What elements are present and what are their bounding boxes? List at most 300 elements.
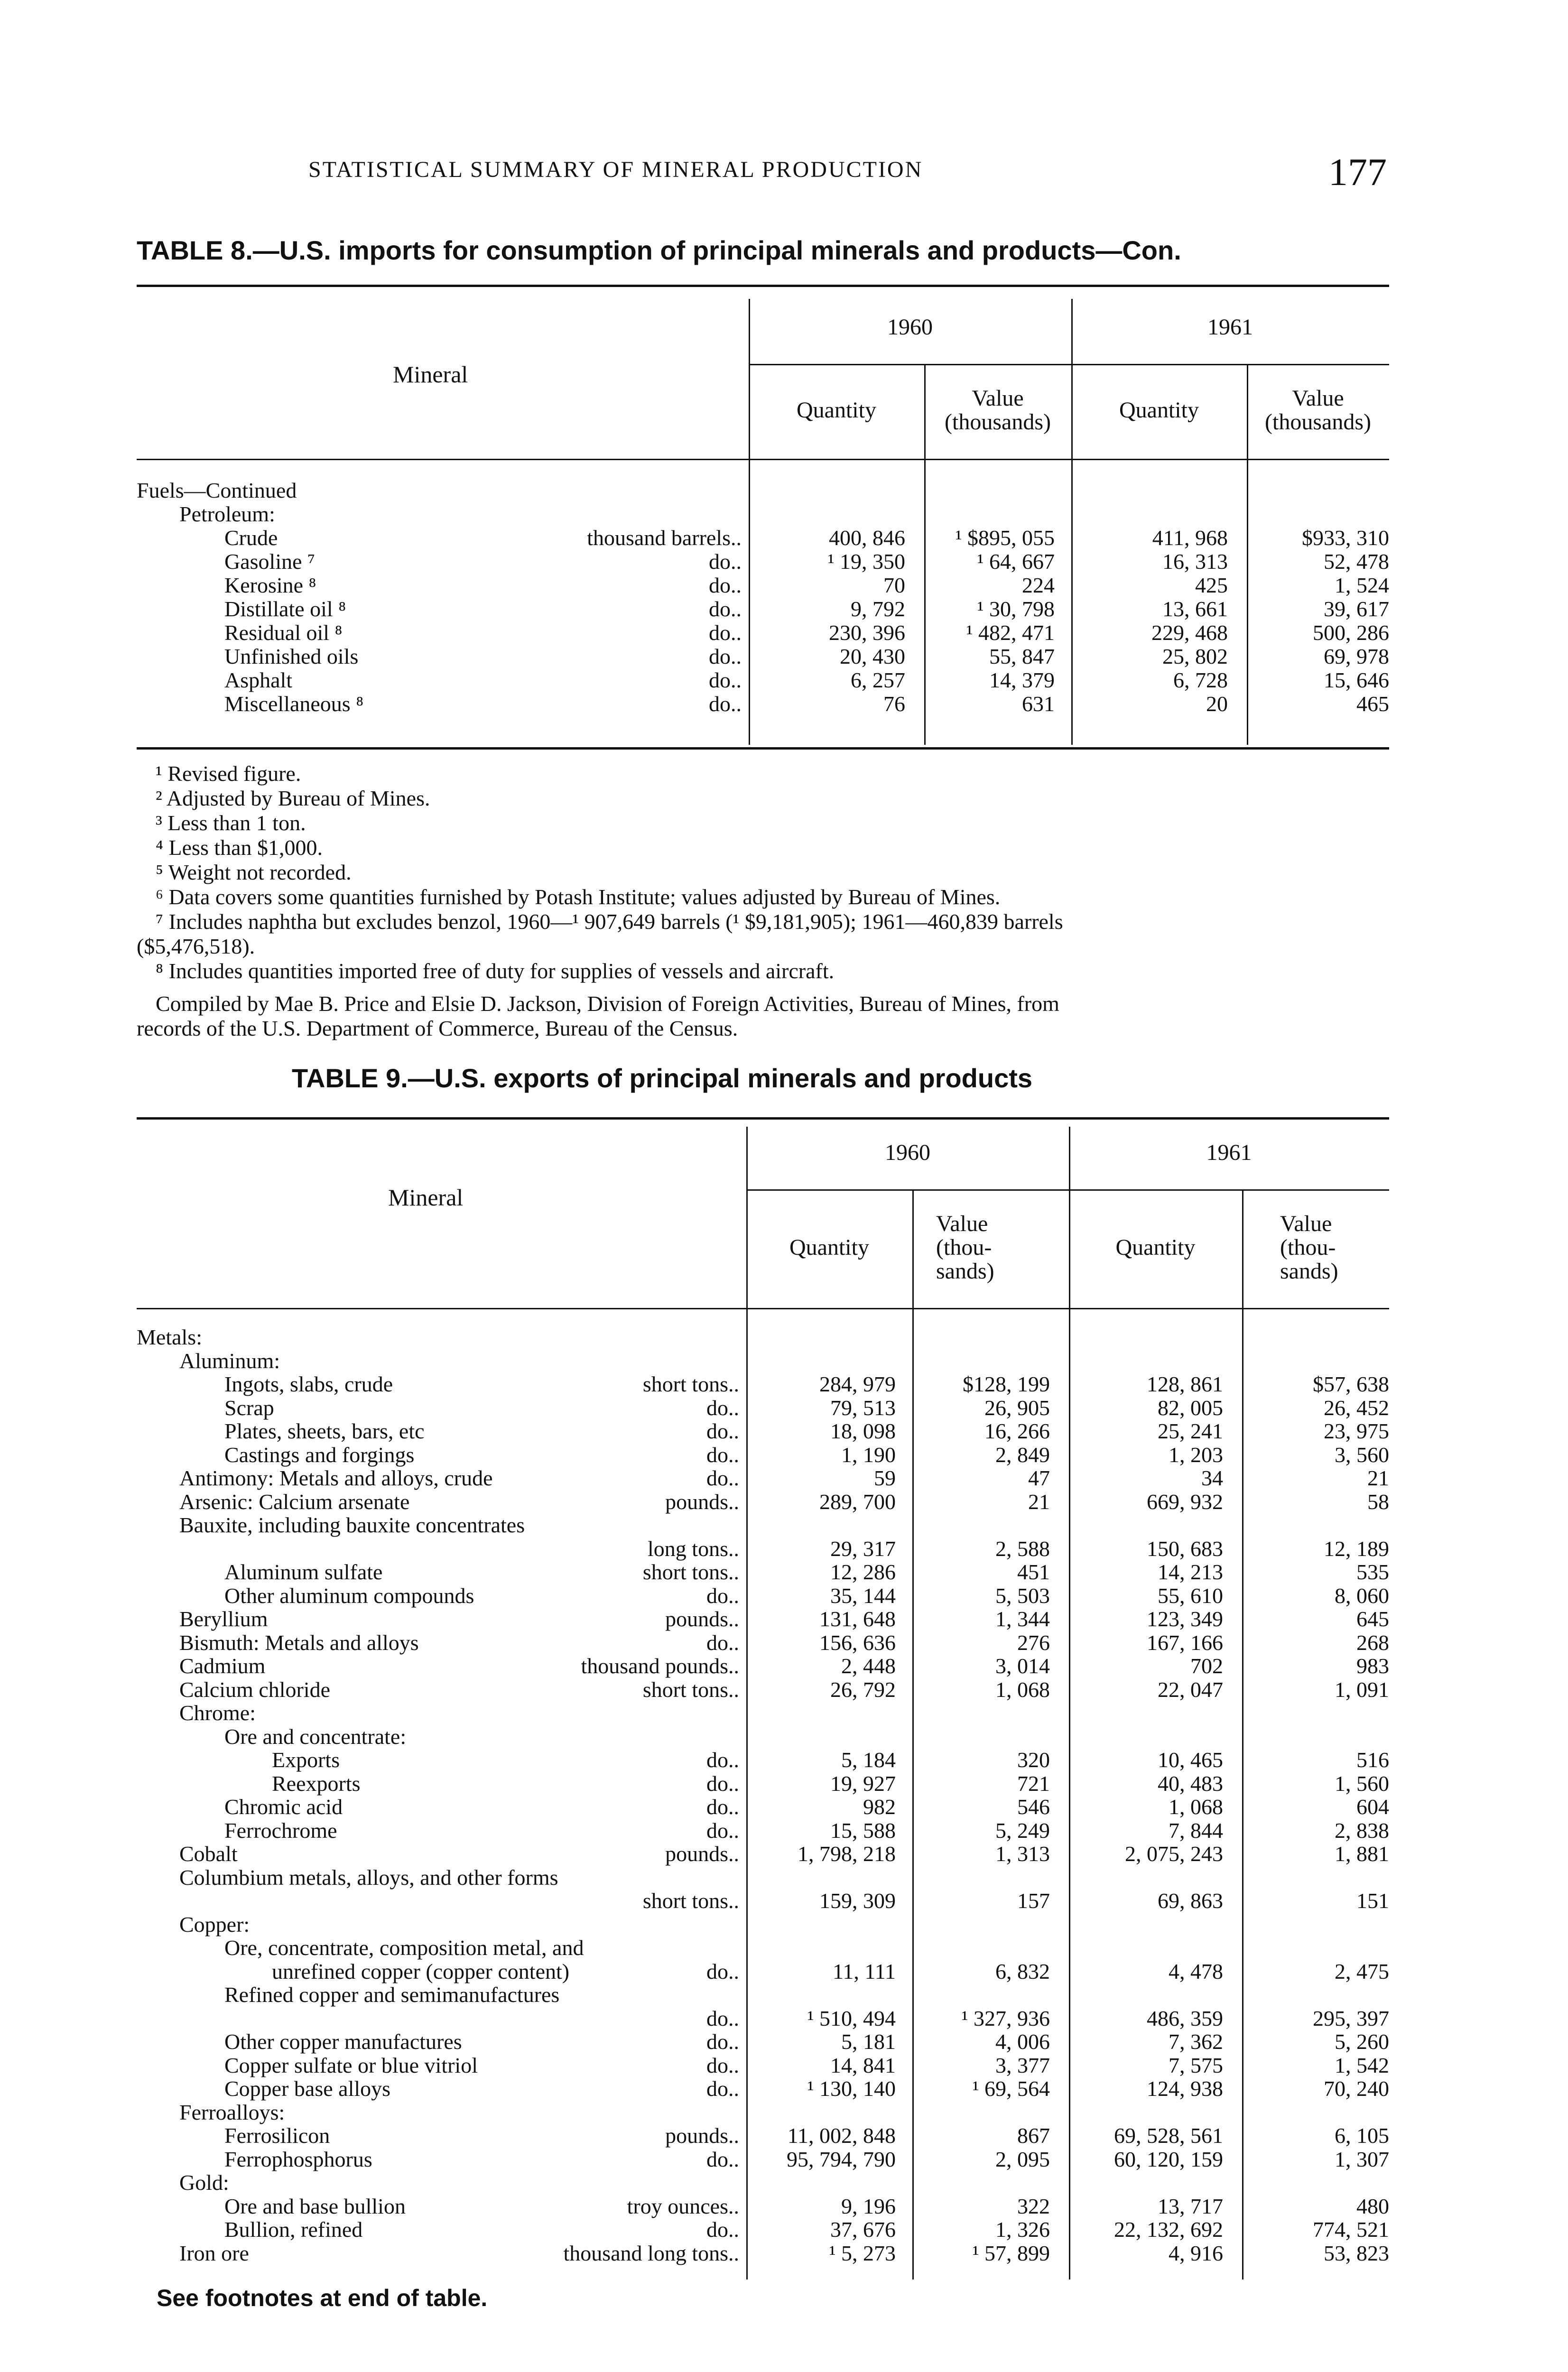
- footnote: ⁸ Includes quantities imported free of duty for supplies of vessels and aircraft.: [156, 959, 835, 983]
- compiled-note: [137, 991, 1059, 1041]
- value-1960: 546: [1017, 1795, 1050, 1819]
- value-1961: 2, 838: [1335, 1818, 1389, 1843]
- qty-1961: 1, 203: [1169, 1442, 1223, 1467]
- row-unit: do..: [706, 1583, 739, 1608]
- value-1960: ¹ 57, 899: [972, 2241, 1050, 2265]
- table-row: [137, 645, 1389, 668]
- value-1961: 6, 105: [1335, 2123, 1389, 2148]
- qty-1960: 5, 184: [841, 1748, 896, 1772]
- row-label: Other copper manufactures: [224, 2029, 462, 2054]
- footnote: ¹ Revised figure.: [156, 761, 301, 786]
- qty-1961: 10, 465: [1158, 1748, 1223, 1772]
- qty-1960: 37, 676: [830, 2217, 896, 2242]
- row-label: Beryllium: [179, 1607, 268, 1631]
- row-label: Ore, concentrate, composition metal, and: [224, 1936, 584, 1960]
- qty-1960: 1, 190: [841, 1442, 896, 1467]
- value-1960: 276: [1017, 1630, 1050, 1655]
- value-1960: 4, 006: [995, 2029, 1050, 2054]
- value-1961: $933, 310: [1302, 526, 1389, 550]
- qty-1961: 425: [1195, 573, 1228, 597]
- value-1961: 1, 881: [1335, 1842, 1389, 1866]
- row-label: Antimony: Metals and alloys, crude: [179, 1466, 493, 1490]
- row-label: Gasoline ⁷: [224, 549, 315, 574]
- table8-year-rule: [749, 364, 1389, 365]
- qty-1961: 7, 362: [1169, 2029, 1223, 2054]
- table9-header-rule: [137, 1308, 1389, 1309]
- running-header: [0, 150, 1568, 193]
- row-label: Calcium chloride: [179, 1677, 331, 1702]
- value-1960: 631: [1022, 692, 1055, 716]
- table8-qty-header: Quantity: [1119, 398, 1199, 423]
- table-row: [137, 1796, 1389, 1818]
- qty-1960: 79, 513: [830, 1395, 896, 1420]
- row-label: Distillate oil ⁸: [224, 597, 346, 621]
- row-unit: do..: [706, 2217, 739, 2242]
- row-unit: pounds..: [665, 1842, 739, 1866]
- table-row: [137, 2124, 1389, 2147]
- value-1961: 2, 475: [1335, 1959, 1389, 1983]
- running-title: STATISTICAL SUMMARY OF MINERAL PRODUCTION: [308, 157, 923, 182]
- qty-1961: 25, 241: [1158, 1419, 1223, 1443]
- value-1961: 23, 975: [1324, 1419, 1389, 1443]
- table-row: [137, 598, 1389, 621]
- row-unit: troy ounces..: [627, 2194, 739, 2218]
- value-1961: 5, 260: [1335, 2029, 1389, 2054]
- value-1961: 645: [1356, 1607, 1389, 1631]
- row-label: Ingots, slabs, crude: [224, 1372, 393, 1396]
- compiled-line-1: Compiled by Mae B. Price and Elsie D. Jackson, Division of Foreign Activities, Bureau of Mines, from: [156, 991, 1059, 1016]
- qty-1961: 20: [1206, 692, 1228, 716]
- qty-1961: 14, 213: [1158, 1560, 1223, 1584]
- qty-1960: 2, 448: [841, 1654, 896, 1678]
- qty-1961: 128, 861: [1147, 1372, 1223, 1396]
- table9-title: TABLE 9.—U.S. exports of principal minerals and products: [292, 1063, 1032, 1093]
- table-row: [137, 1373, 1389, 1396]
- row-label: Plates, sheets, bars, etc: [224, 1419, 425, 1443]
- table-row: [137, 503, 1389, 526]
- value-1961: 70, 240: [1324, 2076, 1389, 2101]
- value-1960: ¹ $895, 055: [955, 526, 1055, 550]
- row-label: Refined copper and semimanufactures: [224, 1983, 560, 2007]
- row-label: Bullion, refined: [224, 2217, 363, 2242]
- value-1960: ¹ 64, 667: [977, 549, 1055, 574]
- value-1960: 1, 068: [995, 1677, 1050, 1702]
- row-unit: do..: [706, 1771, 739, 1796]
- row-label: Copper:: [179, 1912, 250, 1937]
- table-row: [137, 1538, 1389, 1560]
- table9-value-header: [912, 1212, 1069, 1283]
- row-unit: do..: [709, 621, 742, 645]
- table-row: [137, 669, 1389, 692]
- row-unit: do..: [706, 2147, 739, 2171]
- qty-1960: 19, 927: [830, 1771, 896, 1796]
- qty-1960: 35, 144: [830, 1583, 896, 1608]
- table8-value-header: [1247, 387, 1389, 434]
- table8-value-header: [924, 387, 1071, 434]
- value-1961: 1, 091: [1335, 1677, 1389, 1702]
- row-unit: do..: [709, 692, 742, 716]
- table-row: [137, 1913, 1389, 1936]
- qty-1960: 230, 396: [829, 621, 905, 645]
- value-1961: 604: [1356, 1795, 1389, 1819]
- qty-1961: 486, 359: [1147, 2006, 1223, 2030]
- table-row: [137, 2242, 1389, 2265]
- value-1961: 480: [1356, 2194, 1389, 2218]
- value-1960: 26, 905: [984, 1395, 1050, 1420]
- table-row: [137, 550, 1389, 573]
- table-row: [137, 2101, 1389, 2124]
- qty-1960: 6, 257: [851, 668, 905, 692]
- value-1960: 721: [1017, 1771, 1050, 1796]
- row-label: Aluminum:: [179, 1348, 280, 1373]
- table-row: [137, 1725, 1389, 1748]
- qty-1960: 400, 846: [829, 526, 905, 550]
- value-1960: 322: [1017, 2194, 1050, 2218]
- row-unit: thousand pounds..: [581, 1654, 739, 1678]
- table9-footer: See footnotes at end of table.: [157, 2285, 488, 2311]
- qty-1961: 55, 610: [1158, 1583, 1223, 1608]
- row-label: Cadmium: [179, 1654, 266, 1678]
- qty-1960: 131, 648: [819, 1607, 896, 1631]
- value-1960: 5, 503: [995, 1583, 1050, 1608]
- table9: [137, 1117, 1389, 2279]
- value-1961: 26, 452: [1324, 1395, 1389, 1420]
- row-label: Other aluminum compounds: [224, 1583, 474, 1608]
- table-row: [137, 2171, 1389, 2194]
- qty-1960: ¹ 130, 140: [807, 2076, 896, 2101]
- value-1960: 47: [1028, 1466, 1050, 1490]
- row-unit: do..: [706, 1748, 739, 1772]
- row-label: Crude: [224, 526, 278, 550]
- row-unit: do..: [709, 597, 742, 621]
- qty-1960: 12, 286: [830, 1560, 896, 1584]
- value-1960: 2, 588: [995, 1536, 1050, 1561]
- row-unit: do..: [706, 1395, 739, 1420]
- row-unit: do..: [706, 1630, 739, 1655]
- row-unit: pounds..: [665, 1607, 739, 1631]
- qty-1961: 7, 844: [1169, 1818, 1223, 1843]
- qty-1961: 4, 916: [1169, 2241, 1223, 2265]
- table-row: [137, 621, 1389, 644]
- row-unit: do..: [706, 1795, 739, 1819]
- value-1960: 2, 849: [995, 1442, 1050, 1467]
- table-row: [137, 1397, 1389, 1419]
- value-1960: ¹ 30, 798: [977, 597, 1055, 621]
- value-header-line: Value: [972, 386, 1024, 411]
- table9-value-header: [1242, 1212, 1389, 1283]
- qty-1960: 9, 792: [851, 597, 905, 621]
- qty-1961: 150, 683: [1147, 1536, 1223, 1561]
- footnote: ⁶ Data covers some quantities furnished by Potash Institute; values adjusted by Bureau of Mines.: [156, 885, 1001, 909]
- value-1961: 1, 524: [1335, 573, 1389, 597]
- row-label: Exports: [272, 1748, 340, 1772]
- qty-1960: 11, 002, 848: [787, 2123, 896, 2148]
- table-row: [137, 1866, 1389, 1889]
- qty-1961: 1, 068: [1169, 1795, 1223, 1819]
- row-label: unrefined copper (copper content): [272, 1959, 570, 1983]
- qty-1961: 124, 938: [1147, 2076, 1223, 2101]
- value-1960: 21: [1028, 1489, 1050, 1514]
- row-label: Copper base alloys: [224, 2076, 391, 2101]
- qty-1961: 702: [1190, 1654, 1223, 1678]
- qty-1961: 2, 075, 243: [1125, 1842, 1223, 1866]
- qty-1960: 982: [863, 1795, 896, 1819]
- value-1961: 268: [1356, 1630, 1389, 1655]
- value-1961: $57, 638: [1313, 1372, 1389, 1396]
- row-unit: thousand long tons..: [563, 2241, 739, 2265]
- value-1961: 774, 521: [1313, 2217, 1389, 2242]
- row-unit: pounds..: [665, 1489, 739, 1514]
- row-unit: do..: [706, 1442, 739, 1467]
- row-unit: do..: [706, 2006, 739, 2030]
- qty-1961: 167, 166: [1147, 1630, 1223, 1655]
- row-label: Metals:: [137, 1325, 202, 1349]
- table9-year-rule: [746, 1189, 1389, 1191]
- value-1961: 21: [1367, 1466, 1389, 1490]
- value-1960: ¹ 69, 564: [972, 2076, 1050, 2101]
- value-1960: 451: [1017, 1560, 1050, 1584]
- qty-1961: 7, 575: [1169, 2053, 1223, 2077]
- qty-1960: 18, 098: [830, 1419, 896, 1443]
- value-1960: ¹ 482, 471: [966, 621, 1055, 645]
- value-header-line: Value: [1292, 386, 1344, 411]
- qty-1961: 34: [1201, 1466, 1223, 1490]
- qty-1961: 411, 968: [1152, 526, 1228, 550]
- row-label: Scrap: [224, 1395, 274, 1420]
- row-label: Iron ore: [179, 2241, 249, 2265]
- table-row: [137, 1843, 1389, 1865]
- row-label: Asphalt: [224, 668, 293, 692]
- row-label: Ferrochrome: [224, 1818, 337, 1843]
- value-1961: 500, 286: [1313, 621, 1389, 645]
- table-row: [137, 1608, 1389, 1631]
- table-row: [137, 1631, 1389, 1654]
- value-1961: 1, 307: [1335, 2147, 1389, 2171]
- table-row: [137, 1890, 1389, 1912]
- value-1961: 535: [1356, 1560, 1389, 1584]
- row-unit: do..: [709, 549, 742, 574]
- qty-1960: 159, 309: [819, 1889, 896, 1913]
- row-unit: long tons..: [648, 1536, 739, 1561]
- value-1961: 15, 646: [1324, 668, 1389, 692]
- qty-1960: 15, 588: [830, 1818, 896, 1843]
- table-row: [137, 1491, 1389, 1513]
- row-unit: do..: [706, 2053, 739, 2077]
- value-1960: $128, 199: [963, 1372, 1050, 1396]
- qty-1961: 25, 802: [1162, 644, 1228, 668]
- qty-1961: 123, 349: [1147, 1607, 1223, 1631]
- qty-1961: 82, 005: [1158, 1395, 1223, 1420]
- qty-1961: 6, 728: [1173, 668, 1228, 692]
- value-1961: 1, 560: [1335, 1771, 1389, 1796]
- qty-1960: 9, 196: [841, 2194, 896, 2218]
- row-unit: short tons..: [642, 1677, 739, 1702]
- row-unit: short tons..: [642, 1889, 739, 1913]
- qty-1960: 5, 181: [841, 2029, 896, 2054]
- value-1961: 58: [1367, 1489, 1389, 1514]
- table-row: [137, 1350, 1389, 1372]
- qty-1961: 69, 528, 561: [1114, 2123, 1223, 2148]
- row-unit: do..: [706, 1419, 739, 1443]
- qty-1961: 69, 863: [1158, 1889, 1223, 1913]
- value-header-line: (thou-: [1280, 1235, 1336, 1260]
- qty-1961: 4, 478: [1169, 1959, 1223, 1983]
- row-unit: do..: [706, 1959, 739, 1983]
- qty-1961: 60, 120, 159: [1114, 2147, 1223, 2171]
- value-1960: 16, 266: [984, 1419, 1050, 1443]
- table-row: [137, 2195, 1389, 2218]
- table-row: [137, 1514, 1389, 1537]
- qty-1960: 11, 111: [833, 1959, 896, 1983]
- table-row: [137, 1819, 1389, 1842]
- row-label: Castings and forgings: [224, 1442, 415, 1467]
- value-1960: 5, 249: [995, 1818, 1050, 1843]
- table8-title: TABLE 8.—U.S. imports for consumption of principal minerals and products—Con.: [137, 235, 1181, 265]
- value-header-line: sands): [936, 1259, 994, 1284]
- footnote: ⁵ Weight not recorded.: [156, 860, 352, 884]
- table-row: [137, 693, 1389, 715]
- row-unit: do..: [706, 1818, 739, 1843]
- row-unit: do..: [706, 1466, 739, 1490]
- table-row: [137, 1678, 1389, 1701]
- row-unit: do..: [706, 2029, 739, 2054]
- value-1960: 320: [1017, 1748, 1050, 1772]
- qty-1961: 13, 661: [1162, 597, 1228, 621]
- table-row: [137, 479, 1389, 502]
- value-1960: 224: [1022, 573, 1055, 597]
- value-1961: 52, 478: [1324, 549, 1389, 574]
- table-row: [137, 1444, 1389, 1466]
- table-row: [137, 2007, 1389, 2030]
- table9-top-rule: [137, 1117, 1389, 1120]
- qty-1961: 40, 483: [1158, 1771, 1223, 1796]
- table-row: [137, 1937, 1389, 1959]
- row-label: Arsenic: Calcium arsenate: [179, 1489, 410, 1514]
- row-label: Petroleum:: [179, 502, 275, 526]
- table8-header-rule: [137, 459, 1389, 460]
- table-row: [137, 527, 1389, 549]
- qty-1960: 76: [883, 692, 905, 716]
- row-unit: short tons..: [642, 1560, 739, 1584]
- value-1961: 465: [1356, 692, 1389, 716]
- value-1960: 14, 379: [989, 668, 1055, 692]
- qty-1960: 156, 636: [819, 1630, 896, 1655]
- compiled-line-2: records of the U.S. Department of Commerce, Bureau of the Census.: [137, 1016, 738, 1040]
- value-1961: 69, 978: [1324, 644, 1389, 668]
- table9-qty-header: Quantity: [1115, 1235, 1196, 1260]
- row-label: Miscellaneous ⁸: [224, 692, 364, 716]
- table-row: [137, 2148, 1389, 2171]
- value-header-line: (thousands): [1265, 409, 1371, 435]
- row-label: Gold:: [179, 2170, 229, 2195]
- table-row: [137, 2077, 1389, 2100]
- value-1960: 3, 377: [995, 2053, 1050, 2077]
- value-1960: 55, 847: [989, 644, 1055, 668]
- table9-mineral-header: Mineral: [388, 1184, 464, 1211]
- table8: [137, 285, 1389, 750]
- row-label: Bismuth: Metals and alloys: [179, 1630, 419, 1655]
- qty-1961: 669, 932: [1147, 1489, 1223, 1514]
- value-1961: 983: [1356, 1654, 1389, 1678]
- value-1960: 1, 313: [995, 1842, 1050, 1866]
- table-row: [137, 1702, 1389, 1724]
- value-1961: 3, 560: [1335, 1442, 1389, 1467]
- value-1960: 6, 832: [995, 1959, 1050, 1983]
- page-number: 177: [1328, 150, 1387, 194]
- qty-1960: 26, 792: [830, 1677, 896, 1702]
- value-1961: 516: [1356, 1748, 1389, 1772]
- value-header-line: sands): [1280, 1259, 1338, 1284]
- table8-year-1960: 1960: [887, 315, 933, 340]
- qty-1960: 29, 317: [830, 1536, 896, 1561]
- row-label: Chrome:: [179, 1701, 256, 1725]
- value-1960: 157: [1017, 1889, 1050, 1913]
- value-header-line: Value: [1280, 1211, 1332, 1236]
- qty-1960: 20, 430: [840, 644, 905, 668]
- row-label: Ferroalloys:: [179, 2100, 285, 2124]
- value-1960: 2, 095: [995, 2147, 1050, 2171]
- row-unit: thousand barrels..: [587, 526, 742, 550]
- table-row: [137, 574, 1389, 597]
- value-1960: 3, 014: [995, 1654, 1050, 1678]
- row-label: Residual oil ⁸: [224, 621, 343, 645]
- value-1960: 1, 326: [995, 2217, 1050, 2242]
- row-label: Ferrophosphorus: [224, 2147, 372, 2171]
- qty-1961: 16, 313: [1162, 549, 1228, 574]
- value-1961: 295, 397: [1313, 2006, 1389, 2030]
- value-1961: 8, 060: [1335, 1583, 1389, 1608]
- table8-mineral-header: Mineral: [393, 361, 468, 388]
- qty-1960: 284, 979: [819, 1372, 896, 1396]
- value-1961: 1, 542: [1335, 2053, 1389, 2077]
- value-1961: 39, 617: [1324, 597, 1389, 621]
- value-1960: 1, 344: [995, 1607, 1050, 1631]
- value-1961: 151: [1356, 1889, 1389, 1913]
- qty-1960: 14, 841: [830, 2053, 896, 2077]
- row-label: Unfinished oils: [224, 644, 359, 668]
- row-label: Ferrosilicon: [224, 2123, 330, 2148]
- row-unit: do..: [709, 573, 742, 597]
- qty-1961: 13, 717: [1158, 2194, 1223, 2218]
- table-row: [137, 1467, 1389, 1490]
- row-label: Kerosine ⁸: [224, 573, 316, 597]
- table-row: [137, 2218, 1389, 2241]
- table-row: [137, 1960, 1389, 1983]
- table-row: [137, 1420, 1389, 1443]
- row-label: Ore and concentrate:: [224, 1724, 407, 1749]
- qty-1961: 22, 132, 692: [1114, 2217, 1223, 2242]
- qty-1960: ¹ 19, 350: [827, 549, 905, 574]
- footnote: ⁴ Less than $1,000.: [156, 835, 323, 860]
- table-row: [137, 1561, 1389, 1584]
- table8-bottom-rule: [137, 747, 1389, 750]
- table-row: [137, 1983, 1389, 2006]
- table8-top-rule: [137, 285, 1389, 287]
- table-row: [137, 1326, 1389, 1349]
- qty-1960: 70: [883, 573, 905, 597]
- value-header-line: (thou-: [936, 1235, 992, 1260]
- row-label: Reexports: [272, 1771, 361, 1796]
- row-label: Aluminum sulfate: [224, 1560, 383, 1584]
- row-label: Columbium metals, alloys, and other forms: [179, 1865, 558, 1890]
- row-label: Fuels—Continued: [137, 478, 297, 502]
- row-unit: pounds..: [665, 2123, 739, 2148]
- value-header-line: Value: [936, 1211, 988, 1236]
- value-1960: ¹ 327, 936: [961, 2006, 1050, 2030]
- row-label: Ore and base bullion: [224, 2194, 406, 2218]
- footnote: ⁷ Includes naphtha but excludes benzol, 1960—¹ 907,649 barrels (¹ $9,181,905); 1961—460,839 barrels: [156, 909, 1063, 934]
- row-label: Copper sulfate or blue vitriol: [224, 2053, 478, 2077]
